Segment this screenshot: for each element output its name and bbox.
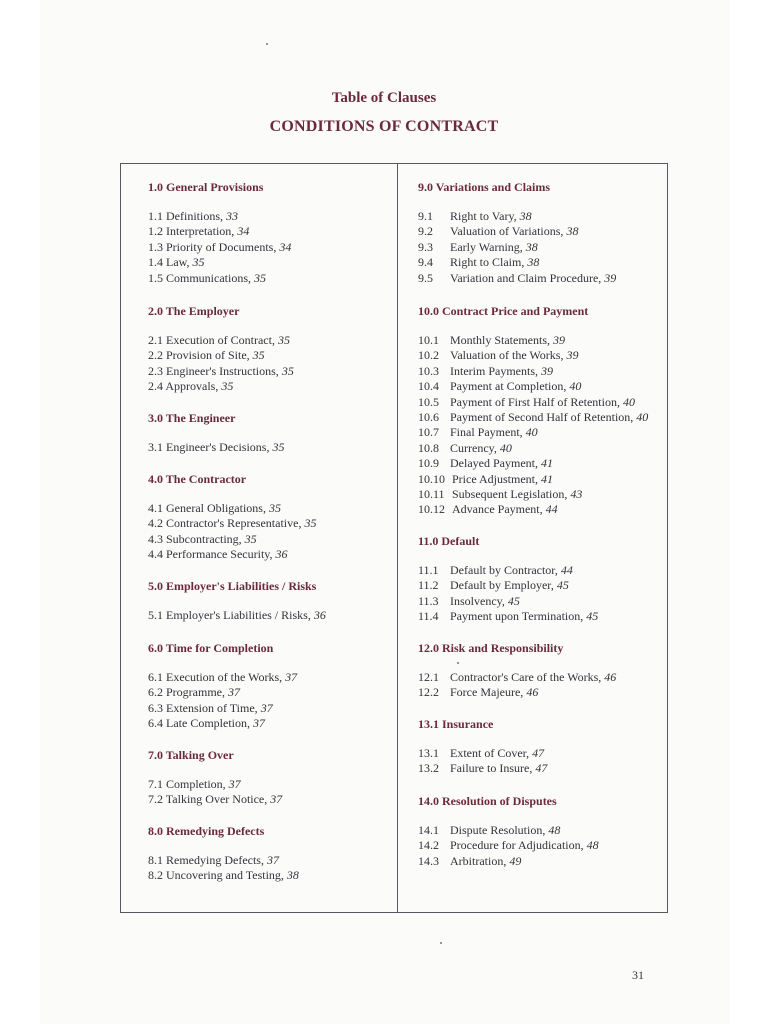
clause-list (148, 209, 291, 286)
clause-page: 41 (540, 456, 553, 471)
clause-page: 35 (272, 440, 285, 454)
clause-item (418, 456, 648, 471)
clause-item (418, 333, 648, 348)
clause-item (418, 685, 616, 700)
clause-title: Law, (166, 255, 193, 270)
clause-page: 36 (313, 608, 326, 622)
clause-page: 35 (244, 531, 257, 546)
clause-page: 45 (586, 609, 599, 624)
clause-number: 14.2 (418, 838, 439, 853)
clause-item (148, 501, 316, 516)
clause-number: 4.4 (148, 547, 163, 562)
clause-item (418, 271, 616, 286)
clause-number: 14.3 (418, 853, 439, 868)
clause-number: 1.2 (148, 224, 163, 239)
section-heading: 5.0 Employer's Liabilities / Risks (148, 579, 317, 593)
clause-page: 40 (622, 394, 635, 409)
section-heading: 3.0 The Engineer (148, 411, 236, 425)
clause-list (148, 333, 294, 395)
clause-number: 9.1 (418, 209, 433, 223)
clause-page: 40 (636, 410, 649, 425)
clause-page: 47 (532, 746, 545, 760)
clause-number: 8.2 (148, 868, 163, 883)
clause-title: Procedure for Adjudication, (450, 838, 587, 853)
clause-list (148, 670, 297, 732)
clause-item (148, 685, 297, 700)
clause-title: Insolvency, (450, 593, 508, 608)
clause-number: 9.2 (418, 224, 433, 239)
clause-title: Valuation of Variations, (450, 224, 567, 239)
clause-item (418, 395, 648, 410)
clause-list (148, 440, 284, 455)
clause-item (418, 594, 598, 609)
clause-number: 10.10 (418, 471, 445, 486)
clause-number: 10.3 (418, 363, 439, 378)
clause-page: 39 (553, 333, 565, 347)
clause-page: 38 (519, 209, 532, 223)
clause-item (418, 379, 648, 394)
clause-title: Extension of Time, (166, 700, 261, 715)
clause-number: 14.1 (418, 823, 439, 837)
clause-title: Approvals, (165, 379, 222, 394)
clause-number: 11.1 (418, 563, 439, 577)
clause-item (148, 547, 316, 562)
clause-title: Remedying Defects, (166, 853, 267, 867)
clause-title: Final Payment, (450, 425, 526, 440)
clause-item (148, 255, 291, 270)
clause-page: 37 (270, 792, 283, 807)
clause-page: 39 (566, 348, 579, 363)
section-heading: 7.0 Talking Over (148, 748, 234, 762)
clause-page: 37 (266, 853, 279, 867)
clause-list (418, 823, 599, 869)
clause-title: Provision of Site, (166, 348, 253, 363)
clause-page: 46 (604, 670, 617, 684)
clause-title: Force Majeure, (450, 685, 527, 700)
clause-number: 6.2 (148, 685, 163, 700)
clause-title: Early Warning, (450, 239, 526, 254)
clause-number: 10.11 (418, 487, 445, 502)
clause-list (148, 608, 326, 623)
clause-page: 40 (499, 440, 512, 455)
clause-item (418, 364, 648, 379)
clause-item (418, 823, 599, 838)
section-heading: 1.0 General Provisions (148, 180, 264, 194)
clause-item (418, 209, 616, 224)
scan-speck (266, 43, 268, 45)
clause-page: 43 (570, 487, 583, 502)
section-heading: 12.0 Risk and Responsibility (418, 641, 564, 655)
clause-item (418, 761, 547, 776)
clause-page: 35 (281, 363, 294, 378)
clause-number: 9.4 (418, 255, 433, 270)
clause-page: 48 (586, 838, 599, 853)
clause-title: Extent of Cover, (450, 746, 533, 760)
clause-page: 35 (254, 270, 266, 285)
clause-item (418, 746, 547, 761)
clause-title: General Obligations, (166, 501, 269, 515)
clause-title: Delayed Payment, (450, 456, 541, 471)
clause-item (148, 516, 316, 531)
document-title: Table of Clauses (331, 90, 437, 106)
clause-page: 37 (228, 777, 241, 791)
clause-list (418, 333, 648, 518)
clause-item (148, 333, 294, 348)
section-heading: 8.0 Remedying Defects (148, 824, 265, 838)
clause-page: 35 (192, 255, 205, 270)
clause-number: 10.7 (418, 425, 439, 440)
section-heading: 4.0 The Contractor (148, 472, 247, 486)
document-subtitle: CONDITIONS OF CONTRACT (269, 118, 499, 135)
clause-page: 39 (540, 363, 553, 378)
clause-page: 39 (604, 270, 617, 285)
clause-list (148, 853, 299, 884)
clause-number: 1.3 (148, 239, 163, 254)
clause-item (148, 348, 294, 363)
clause-title: Engineer's Instructions, (166, 363, 282, 378)
clause-title: Currency, (450, 440, 500, 455)
clause-list (418, 746, 547, 777)
clause-title: Subsequent Legislation, (452, 487, 571, 502)
clause-number: 11.2 (418, 578, 439, 593)
clause-page: 35 (252, 348, 265, 363)
clause-page: 48 (548, 823, 561, 837)
clause-number: 10.12 (418, 502, 445, 517)
clause-item (148, 364, 294, 379)
section-heading: 2.0 The Employer (148, 304, 240, 318)
clause-number: 10.2 (418, 348, 439, 363)
clause-page: 35 (268, 501, 281, 515)
clause-item (148, 853, 299, 868)
clause-item (148, 379, 294, 394)
clause-title: Performance Security, (166, 547, 276, 562)
clause-item (418, 425, 648, 440)
clause-list (418, 670, 616, 701)
page-number: 31 (632, 968, 644, 982)
clause-item (148, 440, 284, 455)
clause-item (418, 410, 648, 425)
clause-title: Payment at Completion, (450, 379, 570, 394)
clause-item (148, 716, 297, 731)
clause-number: 6.4 (148, 716, 163, 731)
clause-page: 37 (285, 670, 298, 684)
clause-title: Interpretation, (166, 224, 238, 239)
clause-number: 6.3 (148, 700, 163, 715)
clause-page: 40 (525, 425, 538, 440)
scan-speck (440, 942, 442, 944)
clause-title: Price Adjustment, (452, 471, 541, 486)
clause-item (418, 578, 598, 593)
clause-number: 8.1 (148, 853, 163, 867)
clause-number: 12.1 (418, 670, 439, 684)
clause-item (148, 670, 297, 685)
clause-number: 4.1 (148, 501, 163, 515)
clause-page: 34 (279, 239, 292, 254)
clause-title: Arbitration, (450, 853, 510, 868)
clause-number: 7.2 (148, 792, 163, 807)
clause-page: 45 (507, 593, 520, 608)
section-heading: 9.0 Variations and Claims (418, 180, 551, 194)
clause-number: 13.2 (418, 761, 439, 776)
clause-title: Talking Over Notice, (165, 792, 271, 807)
clause-item (148, 532, 316, 547)
clause-item (148, 209, 291, 224)
clause-page: 46 (526, 685, 539, 700)
clause-page: 34 (237, 224, 250, 239)
section-heading: 14.0 Resolution of Disputes (418, 794, 557, 808)
clause-title: Subcontracting, (166, 531, 245, 546)
scan-speck (457, 662, 459, 664)
clause-item (418, 240, 616, 255)
clause-title: Failure to Insure, (450, 761, 536, 776)
clause-item (148, 701, 297, 716)
clause-item (418, 255, 616, 270)
clause-title: Payment upon Termination, (450, 609, 587, 624)
clause-title: Communications, (166, 270, 254, 285)
clause-number: 5.1 (148, 608, 163, 622)
clause-page: 49 (509, 853, 522, 868)
clause-number: 9.5 (418, 270, 433, 285)
clause-item (418, 441, 648, 456)
clause-number: 10.6 (418, 410, 439, 425)
clause-list (418, 209, 616, 286)
clause-page: 44 (560, 563, 573, 577)
clause-item (148, 608, 326, 623)
clause-item (418, 487, 648, 502)
clause-item (418, 609, 598, 624)
clause-title: Uncovering and Testing, (166, 868, 287, 883)
clause-item (418, 224, 616, 239)
clause-item (418, 563, 598, 578)
clause-page: 33 (226, 209, 238, 223)
clause-list (148, 501, 316, 563)
clause-item (418, 838, 599, 853)
clause-item (148, 777, 282, 792)
clause-title: Valuation of the Works, (450, 348, 567, 363)
section-heading: 10.0 Contract Price and Payment (418, 304, 589, 318)
clause-item (418, 854, 599, 869)
clause-page: 35 (221, 379, 234, 394)
clause-number: 2.1 (148, 333, 163, 347)
clause-page: 40 (569, 379, 582, 394)
column-divider (397, 163, 398, 913)
clause-number: 4.2 (148, 516, 163, 531)
clause-title: Completion, (166, 777, 229, 791)
clause-page: 35 (304, 516, 317, 531)
clause-number: 13.1 (418, 746, 439, 760)
clause-item (418, 472, 648, 487)
clause-number: 10.1 (418, 333, 439, 347)
clause-number: 2.3 (148, 363, 163, 378)
clause-page: 38 (286, 868, 299, 883)
clause-item (418, 670, 616, 685)
clause-title: Priority of Documents, (166, 239, 280, 254)
clause-number: 10.9 (418, 456, 439, 471)
clause-number: 9.3 (418, 239, 433, 254)
clause-page: 37 (228, 685, 240, 700)
clause-item (148, 792, 282, 807)
clause-title: Right to Vary, (450, 209, 520, 223)
clause-title: Default by Contractor, (450, 563, 561, 577)
clause-item (418, 502, 648, 517)
clause-item (148, 868, 299, 883)
clause-title: Advance Payment, (452, 502, 546, 517)
clause-number: 2.2 (148, 348, 163, 363)
clause-title: Employer's Liabilities / Risks, (166, 608, 314, 622)
clause-item (148, 224, 291, 239)
clause-item (418, 348, 648, 363)
clause-page: 38 (527, 255, 540, 270)
clause-number: 11.4 (418, 609, 439, 624)
clause-page: 35 (277, 333, 290, 347)
clause-title: Execution of the Works, (166, 670, 286, 684)
clause-page: 41 (541, 471, 553, 486)
clause-page: 36 (275, 547, 288, 562)
clause-page: 47 (535, 761, 548, 776)
clause-number: 10.8 (418, 440, 439, 455)
clause-list (148, 777, 282, 808)
clause-number: 10.4 (418, 379, 439, 394)
clause-title: Payment of Second Half of Retention, (450, 410, 637, 425)
clause-title: Right to Claim, (450, 255, 528, 270)
section-heading: 13.1 Insurance (418, 717, 494, 731)
clause-page: 38 (525, 239, 538, 254)
clause-number: 4.3 (148, 531, 163, 546)
clause-title: Variation and Claim Procedure, (450, 270, 605, 285)
clause-title: Default by Employer, (450, 578, 557, 593)
clause-title: Dispute Resolution, (450, 823, 549, 837)
clause-number: 1.4 (148, 255, 163, 270)
clause-title: Execution of Contract, (166, 333, 278, 347)
clause-title: Monthly Statements, (450, 333, 553, 347)
clause-number: 1.5 (148, 270, 163, 285)
clause-title: Late Completion, (166, 716, 253, 731)
clause-page: 45 (556, 578, 569, 593)
clause-title: Contractor's Care of the Works, (450, 670, 605, 684)
clause-title: Payment of First Half of Retention, (450, 394, 623, 409)
clause-number: 3.1 (148, 440, 163, 454)
section-heading: 11.0 Default (418, 534, 480, 548)
clause-item (148, 240, 291, 255)
clause-title: Definitions, (166, 209, 226, 223)
clause-number: 1.1 (148, 209, 163, 223)
clause-list (418, 563, 598, 625)
clause-page: 37 (252, 716, 265, 731)
clause-number: 11.3 (418, 593, 439, 608)
clause-page: 38 (566, 224, 579, 239)
clause-number: 7.1 (148, 777, 163, 791)
clause-title: Engineer's Decisions, (166, 440, 273, 454)
clause-number: 12.2 (418, 685, 439, 700)
clause-number: 2.4 (148, 379, 163, 394)
clause-page: 37 (260, 700, 273, 715)
clause-page: 44 (545, 502, 558, 517)
clause-number: 6.1 (148, 670, 163, 684)
clause-title: Interim Payments, (450, 363, 541, 378)
clause-title: Programme, (166, 685, 228, 700)
clause-item (148, 271, 291, 286)
section-heading: 6.0 Time for Completion (148, 641, 274, 655)
clause-title: Contractor's Representative, (166, 516, 305, 531)
clause-number: 10.5 (418, 394, 439, 409)
